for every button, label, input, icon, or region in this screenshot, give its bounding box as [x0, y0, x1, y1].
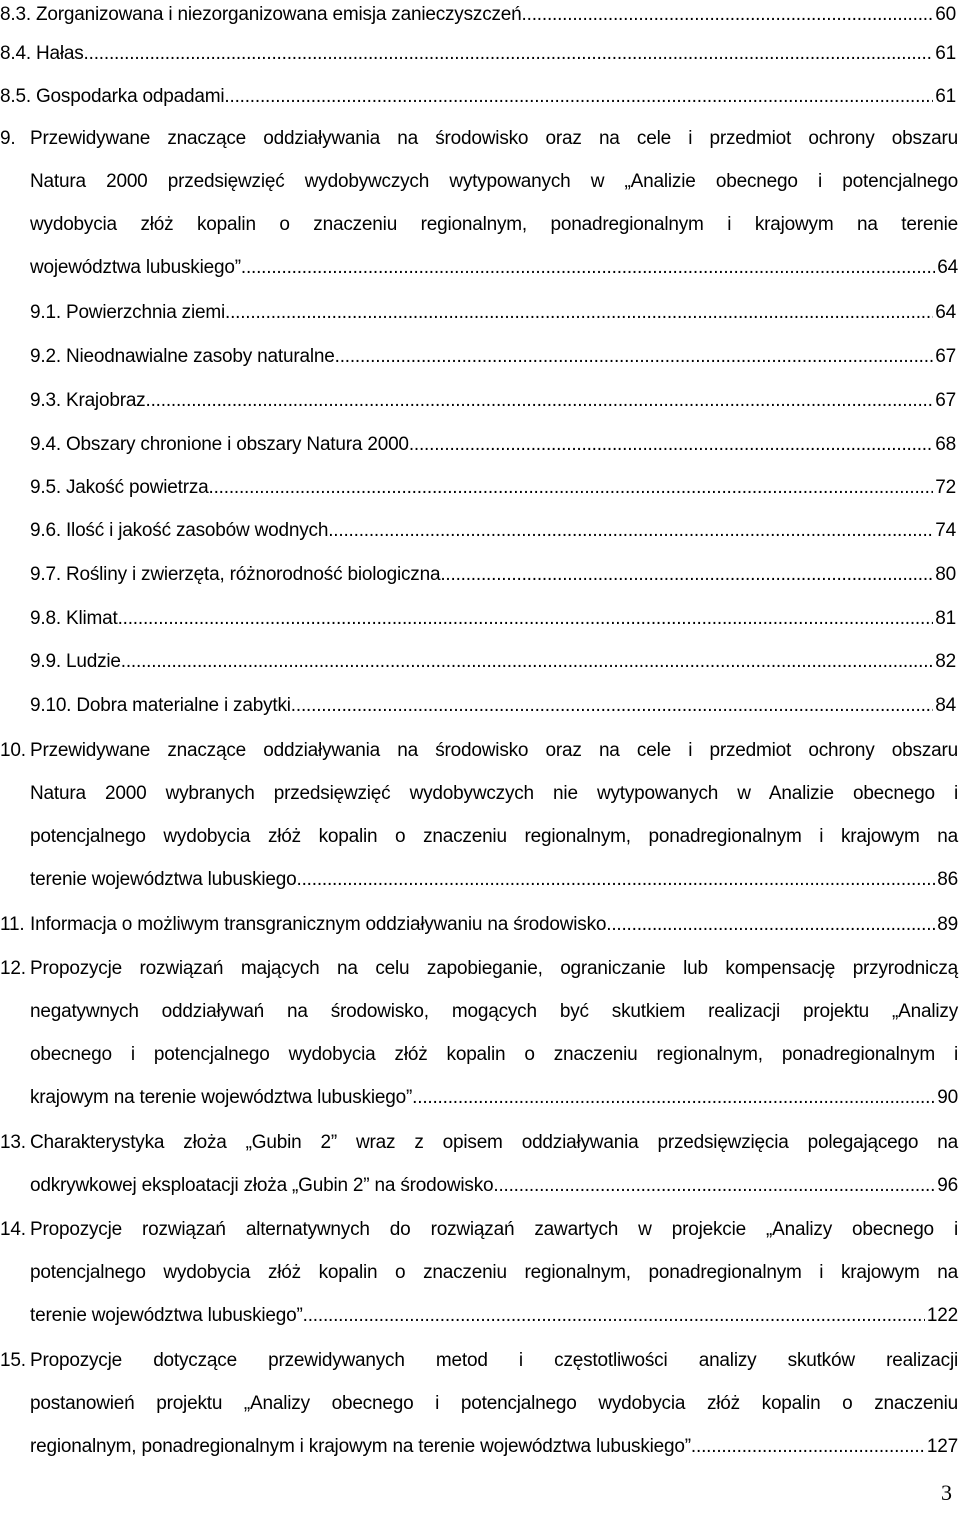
toc-entry-number: 11. — [0, 914, 25, 935]
toc-entry-line: potencjalnego wydobycia złóż kopalin o znaczeniu regionalnym, ponadregionalnym i krajowym na — [30, 826, 958, 847]
toc-entry-line: Propozycje dotyczące przewidywanych metod i częstotliwości analizy skutków realizacji — [30, 1350, 958, 1371]
toc-entry-line: terenie województwa lubuskiego” — [30, 1305, 303, 1326]
toc-entry-page: 68 — [935, 434, 956, 455]
toc-leader-dots — [303, 1294, 925, 1337]
toc-entry-page: 64 — [935, 302, 956, 323]
toc-leader-dots — [606, 903, 935, 946]
toc-entry-9-5[interactable] — [30, 466, 956, 509]
toc-entry-page: 90 — [937, 1087, 958, 1108]
toc-entry-line: regionalnym, ponadregionalnym i krajowym na terenie województwa lubuskiego” — [30, 1436, 691, 1457]
toc-leader-dots — [121, 640, 934, 683]
toc-entry-line: obecnego i potencjalnego wydobycia złóż kopalin o znaczeniu regionalnym, ponadregionalnym i — [30, 1044, 958, 1065]
toc-entry-text — [30, 1208, 958, 1337]
toc-entry-9[interactable] — [0, 117, 958, 289]
toc-leader-dots — [241, 246, 935, 289]
toc-entry-line: Propozycje rozwiązań mających na celu zapobieganie, ograniczanie lub kompensację przyrodniczą — [30, 958, 958, 979]
toc-entry-label: 9.10. Dobra materialne i zabytki — [30, 695, 291, 716]
toc-entry-line: odkrywkowej eksploatacji złoża „Gubin 2” na środowisko. — [30, 1175, 499, 1196]
toc-entry-label: 9.3. Krajobraz — [30, 390, 146, 411]
toc-entry-lastline — [30, 1294, 958, 1337]
toc-entry-number: 9. — [0, 128, 16, 149]
toc-entry-9-4[interactable] — [30, 423, 956, 466]
toc-entry-8-5[interactable] — [0, 75, 956, 118]
toc-entry-label: 9.9. Ludzie — [30, 651, 121, 672]
toc-entry-page: 74 — [935, 520, 956, 541]
toc-entry-line: województwa lubuskiego” — [30, 257, 241, 278]
toc-entry-page: 61 — [935, 43, 956, 64]
toc-entry-lastline — [30, 1164, 958, 1207]
toc-entry-text — [30, 1121, 958, 1207]
toc-entry-page: 61 — [935, 86, 956, 107]
toc-leader-dots — [209, 466, 934, 509]
toc-leader-dots — [522, 0, 934, 36]
toc-entry-label: 9.8. Klimat — [30, 608, 118, 629]
toc-entry-label: 9.2. Nieodnawialne zasoby naturalne — [30, 346, 335, 367]
toc-entry-line: Natura 2000 przedsięwzięć wydobywczych wytypowanych w „Analizie obecnego i potencjalnego — [30, 171, 958, 192]
page-number: 3 — [941, 1480, 952, 1505]
toc-entry-number: 12. — [0, 958, 26, 979]
toc-entry-line: negatywnych oddziaływań na środowisko, mogących być skutkiem realizacji projektu „Analizy — [30, 1001, 958, 1022]
toc-entry-9-10[interactable] — [30, 684, 956, 727]
toc-entry-lastline — [30, 858, 958, 901]
toc-leader-dots — [224, 75, 933, 118]
toc-leader-dots — [84, 32, 934, 75]
toc-entry-line: postanowień projektu „Analizy obecnego i potencjalnego wydobycia złóż kopalin o znaczeniu — [30, 1393, 958, 1414]
toc-entry-page: 84 — [935, 695, 956, 716]
toc-entry-line: Przewidywane znaczące oddziaływania na środowisko oraz na cele i przedmiot ochrony obszaru — [30, 128, 958, 149]
toc-leader-dots — [302, 858, 936, 901]
toc-entry-13[interactable] — [0, 1121, 958, 1207]
toc-entry-label: 9.5. Jakość powietrza — [30, 477, 209, 498]
toc-leader-dots — [225, 291, 933, 334]
toc-entry-page: 82 — [935, 651, 956, 672]
toc-entry-text — [30, 117, 958, 289]
toc-entry-page: 64 — [937, 257, 958, 278]
toc-entry-line: Propozycje rozwiązań alternatywnych do rozwiązań zawartych w projekcie „Analizy obecnego i — [30, 1219, 958, 1240]
toc-entry-lastline — [30, 246, 958, 289]
toc-entry-label: 9.6. Ilość i jakość zasobów wodnych — [30, 520, 329, 541]
toc-leader-dots — [440, 553, 933, 596]
toc-entry-line: wydobycia złóż kopalin o znaczeniu regionalnym, ponadregionalnym i krajowym na terenie — [30, 214, 958, 235]
toc-entry-8-4[interactable] — [0, 32, 956, 75]
toc-entry-page: 122 — [926, 1305, 958, 1326]
toc-entry-page: 80 — [935, 564, 956, 585]
toc-entry-line: Natura 2000 wybranych przedsięwzięć wydobywczych nie wytypowanych w Analizie obecnego i — [30, 783, 958, 804]
toc-entry-number: 10. — [0, 740, 26, 761]
toc-entry-page: 72 — [935, 477, 956, 498]
toc-entry-9-2[interactable] — [30, 335, 956, 378]
toc-entry-line: Przewidywane znaczące oddziaływania na środowisko oraz na cele i przedmiot ochrony obszaru — [30, 740, 958, 761]
toc-entry-label: 9.4. Obszary chronione i obszary Natura 2000 — [30, 434, 409, 455]
toc-entry-line: Charakterystyka złoża „Gubin 2” wraz z opisem oddziaływania przedsięwzięcia polegającego na — [30, 1132, 958, 1153]
toc-leader-dots — [335, 335, 934, 378]
toc-leader-dots — [291, 684, 933, 727]
toc-entry-text — [30, 947, 958, 1119]
toc-entry-lastline — [30, 1076, 958, 1119]
toc-entry-line: potencjalnego wydobycia złóż kopalin o znaczeniu regionalnym, ponadregionalnym i krajowym na — [30, 1262, 958, 1283]
toc-entry-lastline — [30, 1425, 958, 1468]
toc-leader-dots — [146, 379, 934, 422]
toc-entry-9-1[interactable] — [30, 291, 956, 334]
toc-entry-page: 81 — [935, 608, 956, 629]
toc-leader-dots — [412, 1076, 935, 1119]
toc-entry-line: Informacja o możliwym transgranicznym oddziaływaniu na środowisko — [30, 914, 607, 935]
toc-entry-15[interactable] — [0, 1339, 958, 1468]
toc-entry-number: 13. — [0, 1132, 26, 1153]
toc-entry-label: 8.3. Zorganizowana i niezorganizowana emisja zanieczyszczeń — [0, 4, 522, 25]
toc-entry-label: 8.4. Hałas — [0, 43, 84, 64]
toc-entry-text — [30, 903, 958, 946]
toc-entry-14[interactable] — [0, 1208, 958, 1337]
toc-entry-label: 9.7. Rośliny i zwierzęta, różnorodność biologiczna — [30, 564, 441, 585]
toc-leader-dots — [691, 1425, 925, 1468]
toc-entry-9-7[interactable] — [30, 553, 956, 596]
toc-entry-text — [30, 1339, 958, 1468]
toc-entry-page: 127 — [926, 1436, 958, 1457]
toc-entry-12[interactable] — [0, 947, 958, 1119]
toc-entry-line: krajowym na terenie województwa lubuskiego” — [30, 1087, 413, 1108]
toc-entry-number: 14. — [0, 1219, 26, 1240]
toc-entry-label: 8.5. Gospodarka odpadami — [0, 86, 225, 107]
toc-entry-page: 86 — [937, 869, 958, 890]
toc-entry-10[interactable] — [0, 729, 958, 901]
toc-entry-text — [30, 729, 958, 901]
toc-leader-dots — [118, 597, 934, 640]
toc-entry-9-3[interactable] — [30, 379, 956, 422]
toc-entry-page: 60 — [935, 4, 956, 25]
toc-entry-page: 96 — [937, 1175, 958, 1196]
toc-entry-page: 89 — [937, 914, 958, 935]
toc-leader-dots — [328, 509, 933, 552]
toc-entry-number: 15. — [0, 1350, 26, 1371]
toc-leader-dots — [498, 1164, 935, 1207]
toc-entry-11[interactable] — [0, 903, 958, 946]
toc-leader-dots — [409, 423, 933, 466]
toc-entry-lastline — [30, 903, 958, 946]
toc-entry-9-9[interactable] — [30, 640, 956, 683]
toc-entry-label: 9.1. Powierzchnia ziemi — [30, 302, 225, 323]
toc-entry-9-8[interactable] — [30, 597, 956, 640]
toc-entry-line: terenie województwa lubuskiego. — [30, 869, 302, 890]
toc-entry-page: 67 — [935, 346, 956, 367]
toc-entry-page: 67 — [935, 390, 956, 411]
toc-entry-9-6[interactable] — [30, 509, 956, 552]
toc-entry-8-3[interactable] — [0, 0, 956, 36]
